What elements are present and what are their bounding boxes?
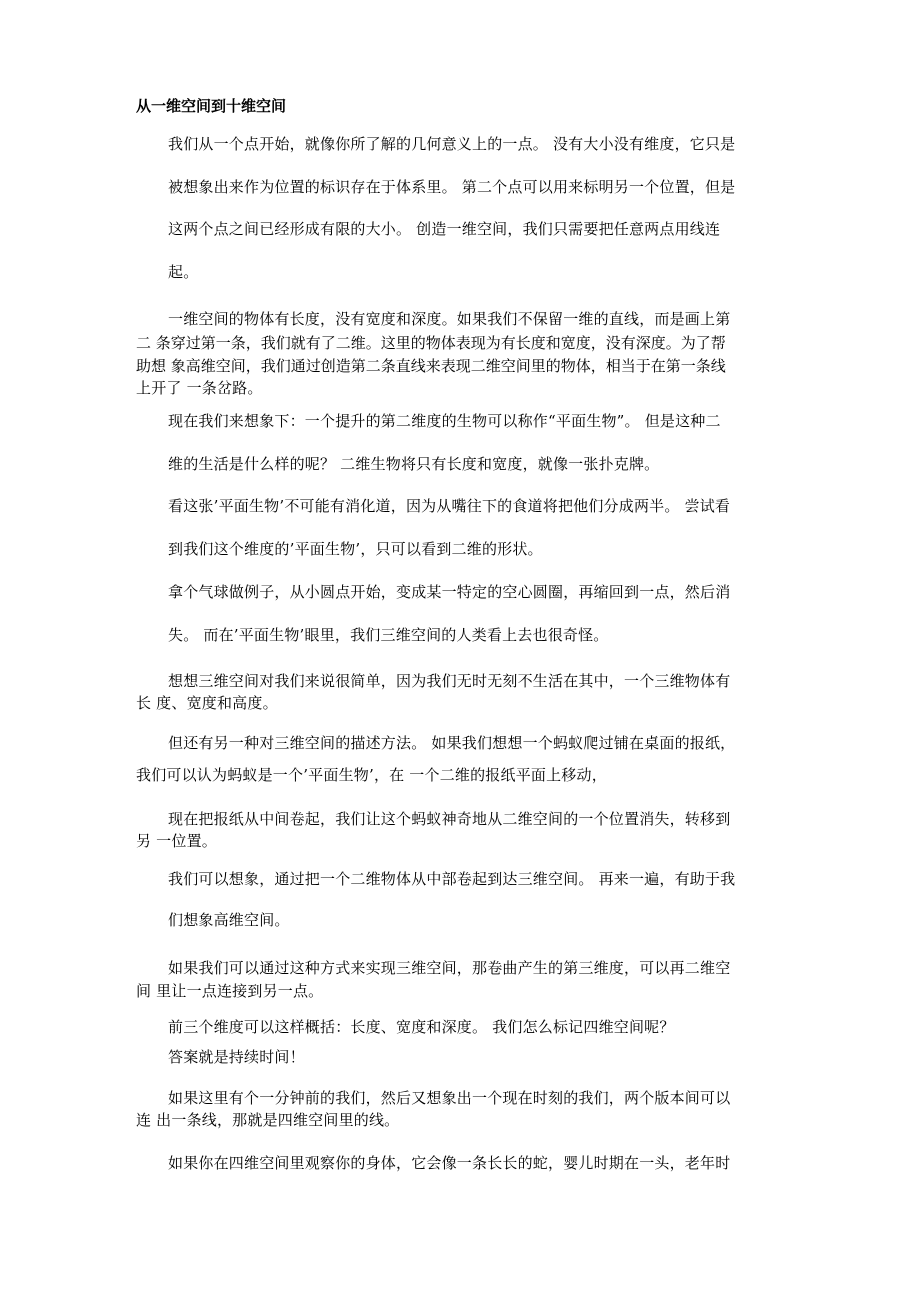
text-line: 连 出一条线，那就是四维空间里的线。 xyxy=(136,1111,400,1129)
text-line: 现在我们来想象下：一个提升的第二维度的生物可以称作“平面生物”。 但是这种二 xyxy=(168,412,721,430)
text-line: 助想 象高维空间，我们通过创造第二条直线来表现二维空间里的物体，相当于在第一条线 xyxy=(136,357,726,375)
text-line: 长 度、宽度和高度。 xyxy=(136,694,278,712)
text-line: 如果你在四维空间里观察你的身体，它会像一条长长的蛇，婴儿时期在一头，老年时 xyxy=(168,1154,731,1172)
text-line: 我们可以认为蚂蚁是一个’平面生物’，在 一个二维的报纸平面上移动， xyxy=(136,766,607,784)
text-line: 我们从一个点开始，就像你所了解的几何意义上的一点。 没有大小没有维度，它只是 xyxy=(168,135,736,153)
text-line: 维的生活是什么样的呢？ 二维生物将只有长度和宽度，就像一张扑克牌。 xyxy=(168,455,660,473)
text-line: 但还有另一种对三维空间的描述方法。 如果我们想想一个蚂蚁爬过铺在桌面的报纸， xyxy=(168,734,736,752)
text-line: 想想三维空间对我们来说很简单，因为我们无时无刻不生活在其中，一个三维物体有 xyxy=(168,672,731,690)
text-line: 现在把报纸从中间卷起，我们让这个蚂蚁神奇地从二维空间的一个位置消失，转移到 xyxy=(168,810,731,828)
text-line: 上开了 一条岔路。 xyxy=(136,379,263,397)
text-line: 拿个气球做例子，从小圆点开始，变成某一特定的空心圆圈，再缩回到一点，然后消 xyxy=(168,583,731,601)
text-line: 二 条穿过第一条，我们就有了二维。这里的物体表现为有长度和宽度，没有深度。为了帮 xyxy=(136,334,726,352)
text-line: 我们可以想象，通过把一个二维物体从中部卷起到达三维空间。 再来一遍，有助于我 xyxy=(168,870,736,888)
text-line: 这两个点之间已经形成有限的大小。 创造一维空间，我们只需要把任意两点用线连 xyxy=(168,220,721,238)
text-line: 到我们这个维度的’平面生物’，只可以看到二维的形状。 xyxy=(168,540,543,558)
text-line: 间 里让一点连接到另一点。 xyxy=(136,982,324,1000)
document-title: 从一维空间到十维空间 xyxy=(136,97,287,115)
text-line: 前三个维度可以这样概括：长度、宽度和深度。 我们怎么标记四维空间呢？ xyxy=(168,1018,675,1036)
text-line: 如果我们可以通过这种方式来实现三维空间，那卷曲产生的第三维度，可以再二维空 xyxy=(168,959,731,977)
text-line: 答案就是持续时间！ xyxy=(168,1048,305,1066)
text-line: 如果这里有个一分钟前的我们，然后又想象出一个现在时刻的我们，两个版本间可以 xyxy=(168,1089,731,1107)
text-line: 一维空间的物体有长度，没有宽度和深度。如果我们不保留一维的直线，而是画上第 xyxy=(168,310,731,328)
text-line: 被想象出来作为位置的标识存在于体系里。 第二个点可以用来标明另一个位置，但是 xyxy=(168,178,736,196)
text-line: 另 一位置。 xyxy=(136,832,217,850)
text-line: 看这张’平面生物’不可能有消化道，因为从嘴往下的食道将把他们分成两半。 尝试看 xyxy=(168,497,731,515)
text-line: 起。 xyxy=(168,263,199,281)
text-line: 们想象高维空间。 xyxy=(168,911,290,929)
text-line: 失。 而在’平面生物’眼里，我们三维空间的人类看上去也很奇怪。 xyxy=(168,626,609,644)
